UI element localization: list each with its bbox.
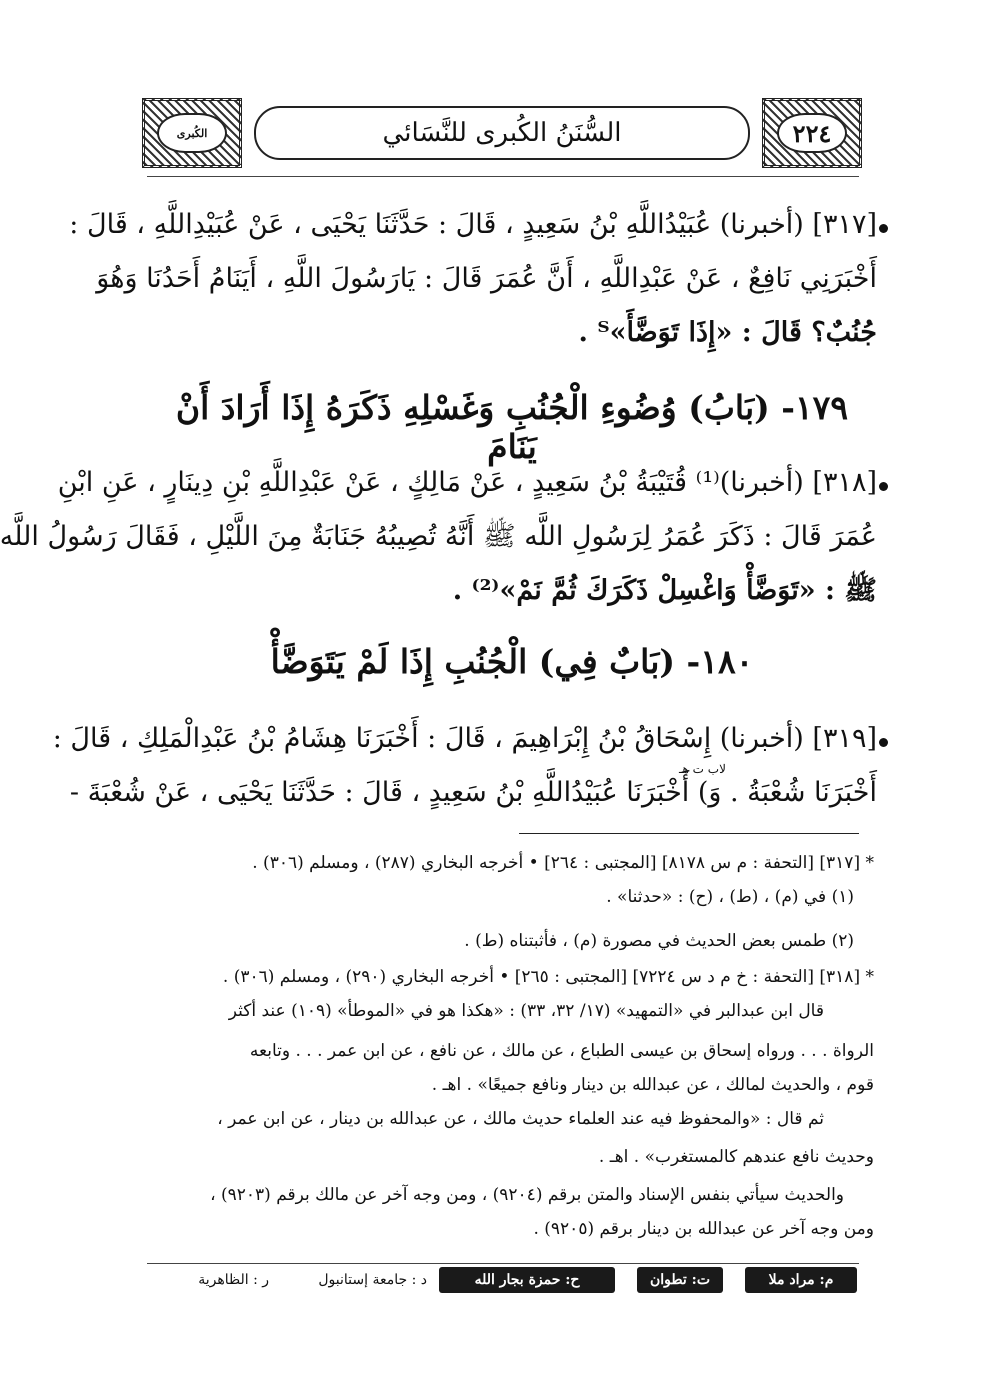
footnote-line: الرواة . . . ورواه إسحاق بن عيسى الطباع ، عن مالك ، عن نافع ، عن ابن عمر . . . وتابعه — [249, 1041, 874, 1061]
hadith-317 — [69, 198, 877, 360]
hadith-319-line: [٣١٩] (أخبرنا) إِسْحَاقُ بْنُ إِبْرَاهِيمَ ، قَالَ : أَخْبَرَنَا هِشَامُ بْنُ عَبْدِالْمَلِكِ ، قَالَ : — [52, 723, 877, 754]
footnote-line: وحديث نافع عندهم كالمستغرب» . اهـ . — [598, 1147, 874, 1167]
manuscript-tag: ح: حمزة بجار الله — [439, 1267, 615, 1293]
footnote-line: قوم ، والحديث لمالك ، عن عبدالله بن دينار ونافع جميعًا» . اهـ . — [431, 1075, 874, 1095]
hadith-317-line: أَخْبَرَنِي نَافِعٌ ، عَنْ عَبْدِاللَّهِ ، أَنَّ عُمَرَ قَالَ : يَارَسُولَ اللَّهِ ، أَيَنَامُ أَحَدُنَا وَهُوَ — [96, 263, 877, 294]
hadith-318-line: ﷺ : «تَوَضَّأْ وَاغْسِلْ ذَكَرَكَ ثُمَّ نَمْ»⁽²⁾ . — [452, 575, 877, 606]
chapter-heading-179: ١٧٩- (بَابُ) وُضُوءِ الْجُنُبِ وَغَسْلِهِ ذَكَرَهُ إِذَا أَرَادَ أَنْ يَنَامَ — [175, 388, 849, 466]
page-header — [142, 98, 862, 168]
header-divider — [147, 176, 859, 177]
marginal-note: لاب ت هـ — [679, 762, 726, 776]
emblem-text: الكُبرى — [176, 126, 208, 140]
hadith-319 — [52, 712, 877, 820]
manuscript-label: ر : الظاهرية — [198, 1272, 269, 1288]
hadith-317-line: جُنُبٌ؟ قَالَ : «إِذَا تَوَضَّأَ»ᵀ . — [578, 317, 877, 348]
hadith-317-line: [٣١٧] (أخبرنا) عُبَيْدُاللَّهِ بْنُ سَعِيدٍ ، قَالَ : حَدَّثَنَا يَحْيَى ، عَنْ عُبَيْدِاللَّهِ ، قَالَ : — [69, 209, 877, 240]
manuscript-tag: م: مراد ملا — [745, 1267, 857, 1293]
book-title-banner — [254, 106, 750, 160]
footnote-line: ومن وجه آخر عن عبدالله بن دينار برقم (٩٢٠٥) . — [533, 1219, 874, 1239]
footnote-divider — [519, 833, 859, 834]
hadith-318-line: [٣١٨] (أخبرنا)⁽¹⁾ قُتَيْبَةُ بْنُ سَعِيدٍ ، عَنْ مَالِكٍ ، عَنْ عَبْدِاللَّهِ بْنِ دِينَارٍ ، عَنِ ابْنِ — [57, 467, 877, 498]
manuscript-tag: ت: تطوان — [637, 1267, 723, 1293]
page-number-ornament — [762, 98, 862, 168]
bullet-icon — [879, 738, 888, 747]
manuscript-label: د : جامعة إستانبول — [318, 1272, 427, 1288]
footnote-2: (٢) طمس بعض الحديث في مصورة (م) ، فأثبتناه (ط) . — [464, 931, 854, 951]
hadith-318-line: عُمَرَ قَالَ : ذَكَرَ عُمَرُ لِرَسُولِ اللَّه ﷺ أَنَّهُ تُصِيبُهُ جَنَابَةٌ مِنَ اللَّيْلِ ، فَقَالَ رَسُولُ اللَّه — [0, 521, 877, 552]
hadith-318 — [0, 456, 877, 618]
footnote-takhrij-318: * [٣١٨] [التحفة : خ م د س ٧٢٢٤] [المجتبى : ٢٦٥] • أخرجه البخاري (٢٩٠) ، ومسلم (٣٠٦) . — [222, 967, 874, 987]
bullet-icon — [879, 482, 888, 491]
footnote-line: والحديث سيأتي بنفس الإسناد والمتن برقم (٩٢٠٤) ، ومن وجه آخر عن مالك برقم (٩٢٠٣) ، — [210, 1185, 844, 1205]
footnote-line: ثم قال : «والمحفوظ فيه عند العلماء حديث مالك ، عن عبدالله بن دينار ، عن ابن عمر ، — [217, 1109, 824, 1129]
page-number: ٢٢٤ — [792, 118, 832, 148]
footnote-takhrij-317: * [٣١٧] [التحفة : م س ٨١٧٨] [المجتبى : ٢٦٤] • أخرجه البخاري (٢٨٧) ، ومسلم (٣٠٦) . — [252, 853, 874, 873]
footer-divider — [147, 1263, 859, 1264]
bullet-icon — [879, 224, 888, 233]
book-title: السُّنَنُ الكُبرى للنَّسَائي — [382, 118, 622, 148]
footnote-line: قال ابن عبدالبر في «التمهيد» (١٧/ ٣٢، ٣٣) : «هكذا هو في «الموطأ» (١٠٩) عند أكثر — [228, 1001, 824, 1021]
footnote-1: (١) في (م) ، (ط) ، (ح) : «حدثنا» . — [606, 887, 854, 907]
hadith-319-line: أَخْبَرَنَا شُعْبَةُ . وَ) أَخْبَرَنَا عُبَيْدُاللَّهِ بْنُ سَعِيدٍ ، قَالَ : حَدَّثَنَا يَحْيَى ، عَنْ شُعْبَةَ - — [69, 777, 877, 808]
emblem-ornament — [142, 98, 242, 168]
chapter-heading-180: ١٨٠- (بَابٌ فِي) الْجُنُبِ إِذَا لَمْ يَتَوَضَّأْ — [270, 642, 754, 681]
